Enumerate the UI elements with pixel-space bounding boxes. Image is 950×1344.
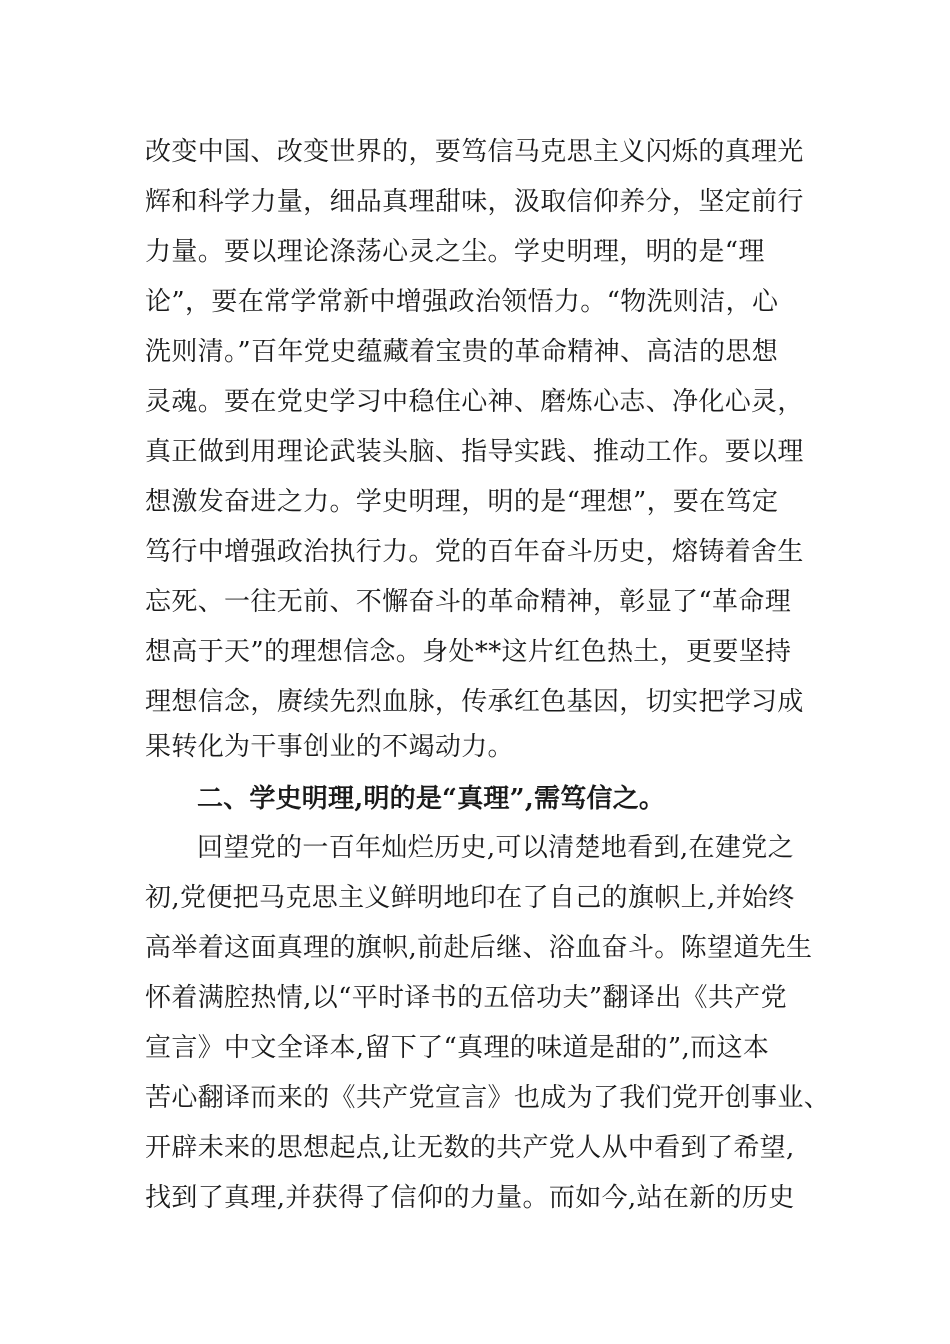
paragraph-line: 苦心翻译而来的《共产党宣言》也成为了我们党开创事业、 xyxy=(145,1083,831,1113)
paragraph-line: 想高于天”的理想信念。身处**这片红色热土，更要坚持 xyxy=(145,637,792,667)
paragraph-line: 想激发奋进之力。学史明理，明的是“理想”，要在笃定 xyxy=(145,487,779,517)
paragraph-line: 开辟未来的思想起点,让无数的共产党人从中看到了希望, xyxy=(145,1133,795,1163)
paragraph-line: 宣言》中文全译本,留下了“真理的味道是甜的”,而这本 xyxy=(145,1033,770,1063)
paragraph-line: 论”，要在常学常新中增强政治领悟力。“物洗则洁，心 xyxy=(145,287,779,317)
paragraph-line: 找到了真理,并获得了信仰的力量。而如今,站在新的历史 xyxy=(145,1183,795,1213)
paragraph-line: 高举着这面真理的旗帜,前赴后继、浴血奋斗。陈望道先生 xyxy=(145,933,813,963)
paragraph-line: 理想信念，赓续先烈血脉，传承红色基因，切实把学习成 xyxy=(145,687,804,717)
paragraph-line: 怀着满腔热情,以“平时译书的五倍功夫”翻译出《共产党 xyxy=(145,983,787,1013)
paragraph-line: 洗则清。”百年党史蕴藏着宝贵的革命精神、高洁的思想 xyxy=(145,337,779,367)
paragraph-line: 回望党的一百年灿烂历史,可以清楚地看到,在建党之 xyxy=(197,833,794,863)
paragraph-line: 初,党便把马克思主义鲜明地印在了自己的旗帜上,并始终 xyxy=(145,883,795,913)
paragraph-line: 忘死、一往无前、不懈奋斗的革命精神，彰显了“革命理 xyxy=(145,587,792,617)
paragraph-line: 力量。要以理论涤荡心灵之尘。学史明理，明的是“理 xyxy=(145,237,765,267)
paragraph-line: 果转化为干事创业的不竭动力。 xyxy=(145,732,514,762)
paragraph-line: 改变中国、改变世界的，要笃信马克思主义闪烁的真理光 xyxy=(145,137,804,167)
section-heading: 二、学史明理,明的是“真理”,需笃信之。 xyxy=(197,784,666,814)
paragraph-line: 辉和科学力量，细品真理甜味，汲取信仰养分，坚定前行 xyxy=(145,187,804,217)
paragraph-line: 真正做到用理论武装头脑、指导实践、推动工作。要以理 xyxy=(145,437,804,467)
paragraph-line: 灵魂。要在党史学习中稳住心神、磨炼心志、净化心灵， xyxy=(145,387,804,417)
paragraph-line: 笃行中增强政治执行力。党的百年奋斗历史，熔铸着舍生 xyxy=(145,537,804,567)
